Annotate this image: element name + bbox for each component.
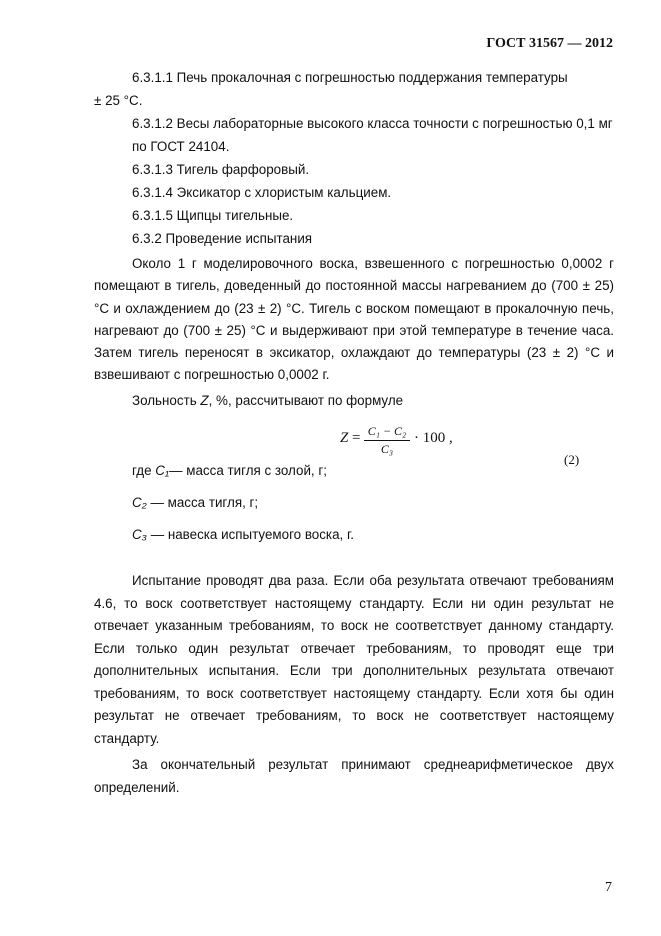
page-number: 7 bbox=[605, 880, 612, 895]
ash-intro bbox=[132, 391, 403, 411]
where-c3: C₃ — навеска испытуемого воска, г. bbox=[132, 527, 354, 542]
symbol-c3: C₃ bbox=[132, 527, 147, 542]
item-6-3-1-2-line2: по ГОСТ 24104. bbox=[132, 139, 230, 154]
item-6-3-1-1-line1: 6.3.1.1 Печь прокалочная с погрешностью поддержания температуры bbox=[132, 70, 568, 85]
item-6-3-1-4: 6.3.1.4 Эксикатор с хлористым кальцием. bbox=[132, 185, 392, 200]
ash-symbol: Z bbox=[200, 393, 209, 408]
item-6-3-1-2-line1: 6.3.1.2 Весы лабораторные высокого класса точности с погрешностью 0,1 мг bbox=[132, 116, 613, 131]
ash-intro-post: , %, рассчитывают по формуле bbox=[208, 393, 404, 408]
item-6-3-1-1-line2: ± 25 °С. bbox=[94, 93, 143, 108]
formula-denominator: C₃ bbox=[380, 442, 394, 456]
final-result-paragraph: За окончательный результат принимают среднеарифметическое двух определений. bbox=[94, 757, 614, 795]
procedure-paragraph: Около 1 г моделировочного воска, взвешенного с погрешностью 0,0002 г помещают в тигель, доведенный до постоянной массы нагреванием до (700 ± 25) °С и охлаждением до (23 ± 2) °С. Тигель с воском помещают в прокалочную печь, нагревают до (700 ± 25) °С и выдерживают при этой температуре в течение часа. Затем тигель переносят в эксикатор, охлаждают до температуры (23 ± 2) °С и взвешивают с погрешностью 0,0002 г. bbox=[94, 256, 614, 383]
formula-fraction bbox=[364, 424, 410, 457]
where-c1: где C₁— масса тигля с золой, г; bbox=[132, 463, 327, 478]
where-c2: C₂ — масса тигля, г; bbox=[132, 495, 259, 510]
item-6-3-1-5: 6.3.1.5 Щипцы тигельные. bbox=[132, 208, 294, 223]
document-header: ГОСТ 31567 — 2012 bbox=[486, 36, 613, 51]
formula-number: (2) bbox=[564, 452, 580, 467]
formula-equals: = bbox=[352, 430, 361, 446]
formula-lhs: Z bbox=[340, 430, 349, 446]
evaluation-paragraph: Испытание проводят два раза. Если оба результата отвечают требованиям 4.6, то воск соответствует настоящему стандарту. Если ни один результат не отвечает указанным требованиям, то воск не соответствует данному стандарту. Если только один результат отвечает требованиям, то проводят еще три дополнительных испытания. Если три дополнительных результата отвечают требованиям, то воск соответствует настоящему стандарту. Если хотя бы один результат не отвечает требованиям, то воск не соответствует настоящему стандарту. bbox=[94, 573, 614, 746]
ash-intro-pre: Зольность bbox=[132, 393, 201, 408]
symbol-c2: C₂ bbox=[132, 495, 147, 510]
formula-numerator: C₁ − C₂ bbox=[364, 424, 410, 441]
item-6-3-1-3: 6.3.1.3 Тигель фарфоровый. bbox=[132, 162, 310, 177]
symbol-c1: C₁ bbox=[155, 463, 170, 478]
section-6-3-2-heading: 6.3.2 Проведение испытания bbox=[132, 231, 313, 246]
formula-multiplier: · 100 , bbox=[414, 430, 453, 446]
